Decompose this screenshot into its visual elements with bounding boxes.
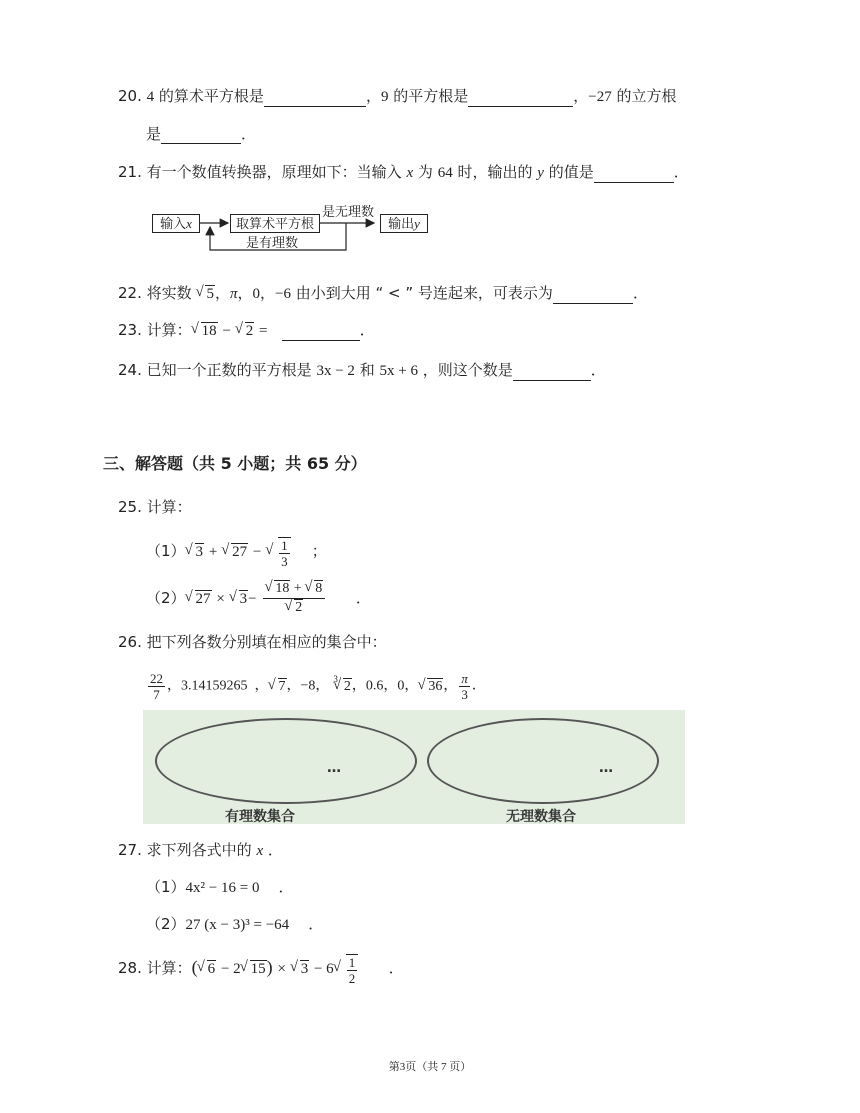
question-23: 23. 计算：√ 18 − √ 2 = ． xyxy=(118,320,375,341)
rational-set-ellipse[interactable] xyxy=(155,718,417,804)
question-25-part-1: （1）√ 3 + √ 27 − √ $\frac{1}{3}$ ； xyxy=(146,536,327,569)
question-26-numbers: $\frac{22}{7}$ ，3.14159265 ，√ 7，−8， $^3$√ 2，0.6，0，√ 36， $\frac{\pi}{3}$ ． xyxy=(146,662,486,706)
question-27: 27. 求下列各式中的 x ． xyxy=(118,841,283,859)
question-25: 25. 计算： xyxy=(118,498,192,516)
irrational-set-ellipse[interactable] xyxy=(427,718,659,804)
answer-blank[interactable] xyxy=(513,364,591,381)
output-box: 输出y xyxy=(380,214,428,233)
answer-blank[interactable] xyxy=(161,127,241,144)
answer-blank[interactable] xyxy=(282,324,360,341)
irrational-set-dots: … xyxy=(599,760,613,776)
sqrt-process-box: 取算术平方根 xyxy=(230,214,320,233)
page-footer: 第3页（共 7 页） xyxy=(388,1061,472,1073)
section-heading: 三、解答题（共 5 小题；共 65 分） xyxy=(103,454,367,473)
question-26: 26. 把下列各数分别填在相应的集合中： xyxy=(118,633,387,651)
rational-set-dots: … xyxy=(327,760,341,776)
irrational-set-label: 无理数集合 xyxy=(506,809,576,825)
set-classification-panel xyxy=(143,710,685,824)
question-20: 20. 4 的算术平方根是 ，9 的平方根是 ，−27 的立方根 xyxy=(118,87,677,105)
irrational-label: 是无理数 xyxy=(322,204,375,219)
answer-blank[interactable] xyxy=(594,166,674,183)
question-27-part-2: （2）27 (x − 3)³ = −64 ． xyxy=(146,915,324,933)
input-box: 输入x xyxy=(152,214,200,233)
answer-blank[interactable] xyxy=(468,90,573,107)
question-22: 22. 将实数 √ 5，π，0，−6 由小到大用 “ < ” 号连起来，可表示为 ． xyxy=(118,283,648,304)
rational-set-label: 有理数集合 xyxy=(225,809,295,825)
question-28: 28. 计算：(√ 6 − 2√ 15) × √ 3 − 6 √ $\frac{1}{2}$ ． xyxy=(118,952,404,986)
question-27-part-1: （1）4x² − 16 = 0 ． xyxy=(146,878,294,896)
answer-blank[interactable] xyxy=(553,287,633,304)
question-25-part-2: （2）√ 27 × √ 3− √ 18 + √ 8 √ 2 ． xyxy=(146,580,371,617)
question-24: 24. 已知一个正数的平方根是 3x − 2 和 5x + 6 ，则这个数是 ． xyxy=(118,361,606,379)
answer-blank[interactable] xyxy=(264,90,366,107)
question-20-continued: 是 ． xyxy=(146,125,257,143)
question-21: 21. 有一个数值转换器，原理如下：当输入 x 为 64 时，输出的 y 的值是 ． xyxy=(118,163,689,181)
rational-label: 是有理数 xyxy=(246,235,299,250)
